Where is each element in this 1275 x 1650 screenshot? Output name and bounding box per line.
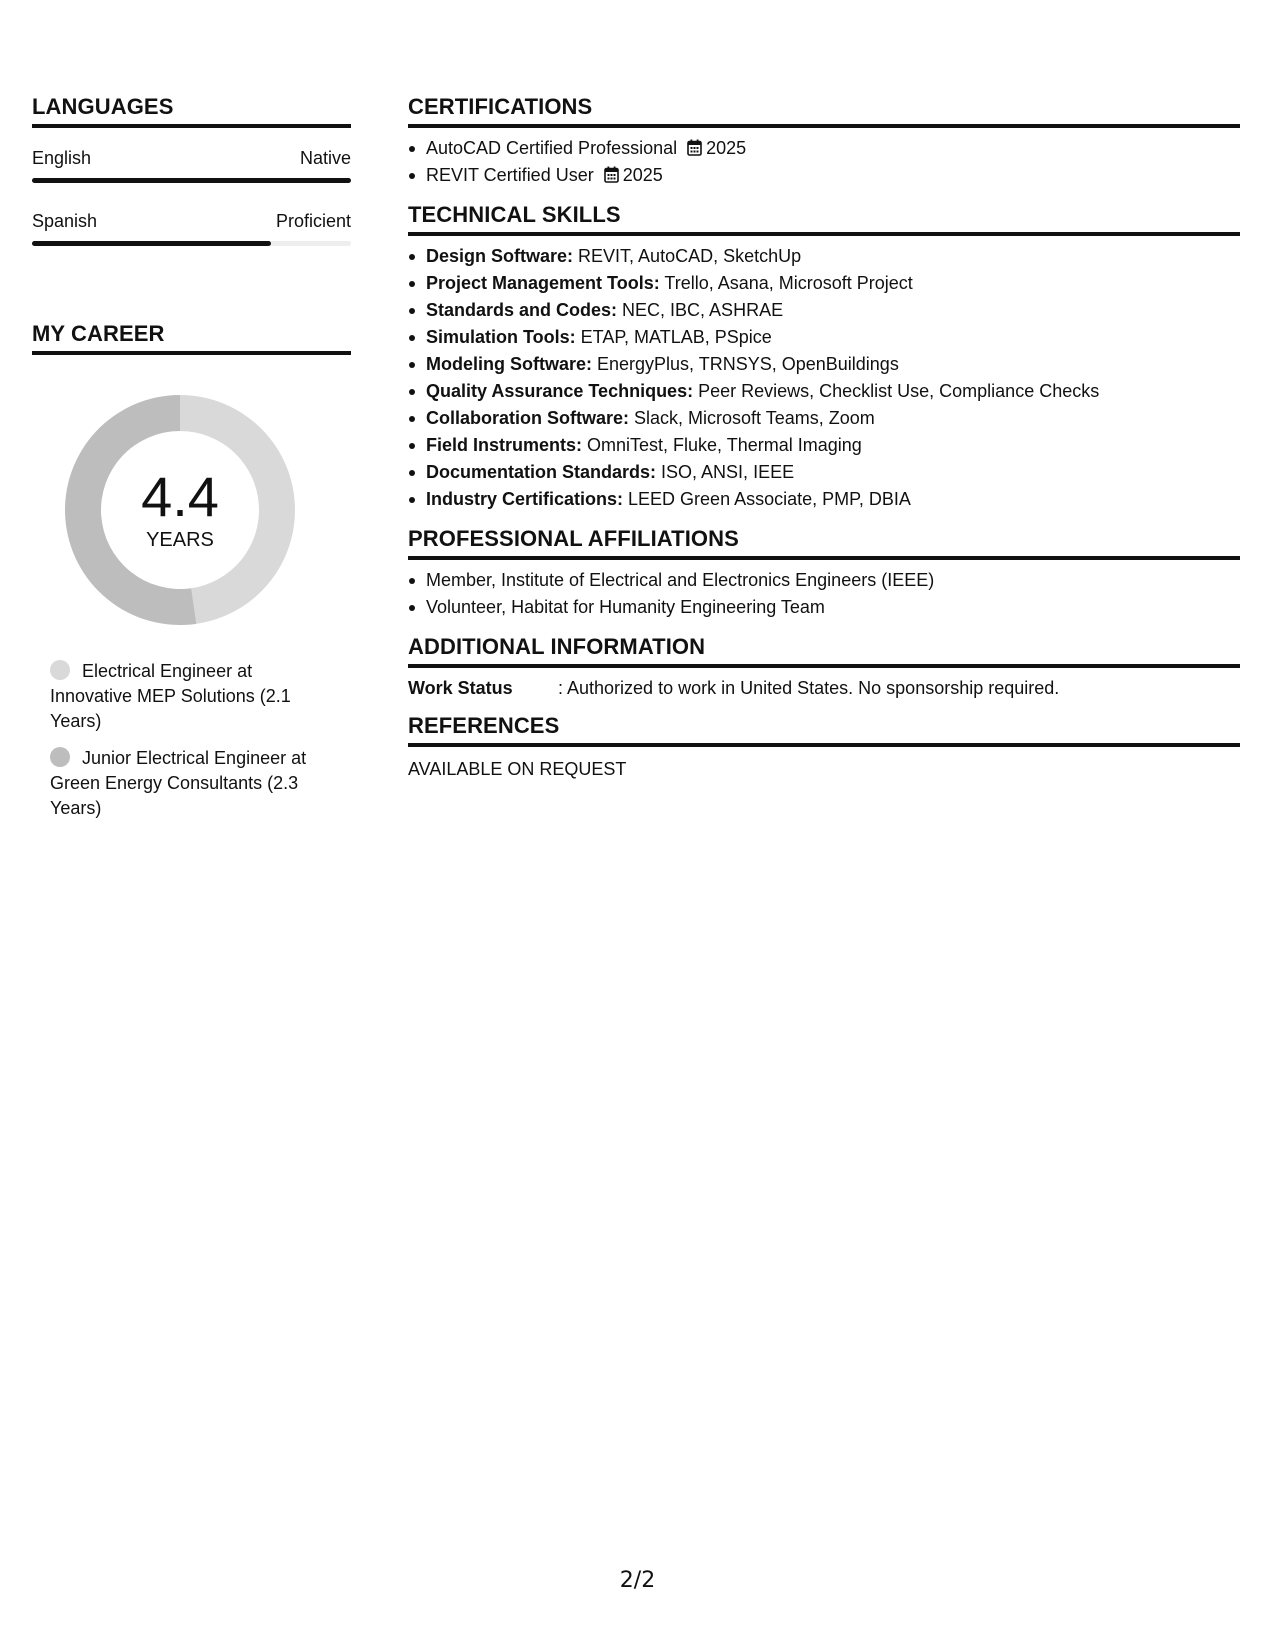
skill-label: Standards and Codes:: [426, 300, 618, 320]
certification-year: 2025: [622, 165, 663, 185]
affiliations-list: [408, 567, 1240, 621]
career-total-years: 4.4: [141, 465, 219, 528]
affiliations-heading: PROFESSIONAL AFFILIATIONS: [408, 526, 1240, 560]
skill-item: [408, 405, 1240, 432]
career-legend-item: [50, 659, 330, 734]
additional-info-section: [408, 634, 1240, 700]
skill-value: Slack, Microsoft Teams, Zoom: [629, 408, 875, 428]
skill-label: Documentation Standards:: [426, 462, 657, 482]
skill-item: [408, 243, 1240, 270]
certification-item: [408, 162, 1240, 189]
skill-item: [408, 459, 1240, 486]
skill-item: [408, 486, 1240, 513]
calendar-icon: [604, 166, 619, 183]
skill-item: [408, 270, 1240, 297]
legend-dot-icon: [50, 660, 70, 680]
career-donut-chart: [65, 395, 295, 625]
career-legend-text: Electrical Engineer at Innovative MEP Solutions (2.1 Years): [50, 661, 291, 731]
calendar-icon: [687, 139, 702, 156]
references-heading: REFERENCES: [408, 713, 1240, 747]
language-item-english: [32, 148, 351, 183]
skill-value: OmniTest, Fluke, Thermal Imaging: [582, 435, 862, 455]
skill-label: Collaboration Software:: [426, 408, 630, 428]
skill-label: Industry Certifications:: [426, 489, 624, 509]
language-item-spanish: [32, 211, 351, 246]
page-number: 2/2: [619, 1568, 656, 1593]
skill-value: NEC, IBC, ASHRAE: [617, 300, 784, 320]
career-legend: [32, 659, 351, 821]
certification-name: REVIT Certified User: [426, 165, 594, 185]
language-proficiency-bar: [32, 241, 351, 246]
skill-item: [408, 378, 1240, 405]
skill-value: ETAP, MATLAB, PSpice: [575, 327, 772, 347]
certifications-heading: CERTIFICATIONS: [408, 94, 1240, 128]
additional-info-heading: ADDITIONAL INFORMATION: [408, 634, 1240, 668]
technical-skills-list: [408, 243, 1240, 513]
language-proficiency-bar: [32, 178, 351, 183]
language-level: Native: [299, 148, 351, 168]
language-name: English: [32, 148, 92, 168]
certification-year: 2025: [706, 138, 747, 158]
right-column: [408, 94, 1240, 794]
references-text: AVAILABLE ON REQUEST: [408, 759, 627, 779]
skill-value: REVIT, AutoCAD, SketchUp: [573, 246, 802, 266]
certifications-section: [408, 94, 1240, 189]
skill-value: EnergyPlus, TRNSYS, OpenBuildings: [592, 354, 899, 374]
language-name: Spanish: [32, 211, 98, 231]
skill-item: [408, 432, 1240, 459]
affiliations-section: [408, 526, 1240, 621]
certifications-list: [408, 135, 1240, 189]
career-years-unit: YEARS: [146, 529, 214, 551]
affiliation-item: Member, Institute of Electrical and Electronics Engineers (IEEE): [408, 567, 1240, 594]
certification-name: AutoCAD Certified Professional: [426, 138, 678, 158]
skill-label: Field Instruments:: [426, 435, 583, 455]
legend-dot-icon: [50, 747, 70, 767]
skill-value: ISO, ANSI, IEEE: [656, 462, 795, 482]
skill-item: [408, 324, 1240, 351]
skill-label: Simulation Tools:: [426, 327, 576, 347]
career-section: [32, 321, 351, 821]
technical-skills-heading: TECHNICAL SKILLS: [408, 202, 1240, 236]
skill-value: LEED Green Associate, PMP, DBIA: [623, 489, 911, 509]
skill-value: Trello, Asana, Microsoft Project: [659, 273, 913, 293]
references-section: [408, 713, 1240, 781]
certification-item: [408, 135, 1240, 162]
language-proficiency-fill: [32, 178, 351, 183]
work-status-label: Work Status: [408, 678, 513, 698]
technical-skills-section: [408, 202, 1240, 513]
skill-value: Peer Reviews, Checklist Use, Compliance Checks: [693, 381, 1100, 401]
work-status-row: [408, 676, 1240, 700]
skill-item: [408, 351, 1240, 378]
skill-label: Quality Assurance Techniques:: [426, 381, 694, 401]
skill-item: [408, 297, 1240, 324]
skill-label: Project Management Tools:: [426, 273, 660, 293]
languages-heading: LANGUAGES: [32, 94, 351, 128]
work-status-value: : Authorized to work in United States. No sponsorship required.: [558, 678, 1060, 698]
left-column: [32, 94, 351, 833]
language-level: Proficient: [275, 211, 351, 231]
skill-label: Design Software:: [426, 246, 574, 266]
career-legend-text: Junior Electrical Engineer at Green Energy Consultants (2.3 Years): [50, 748, 307, 818]
language-proficiency-fill: [32, 241, 271, 246]
affiliation-item: Volunteer, Habitat for Humanity Engineering Team: [408, 594, 1240, 621]
career-heading: MY CAREER: [32, 321, 351, 355]
career-legend-item: [50, 746, 330, 821]
skill-label: Modeling Software:: [426, 354, 592, 374]
